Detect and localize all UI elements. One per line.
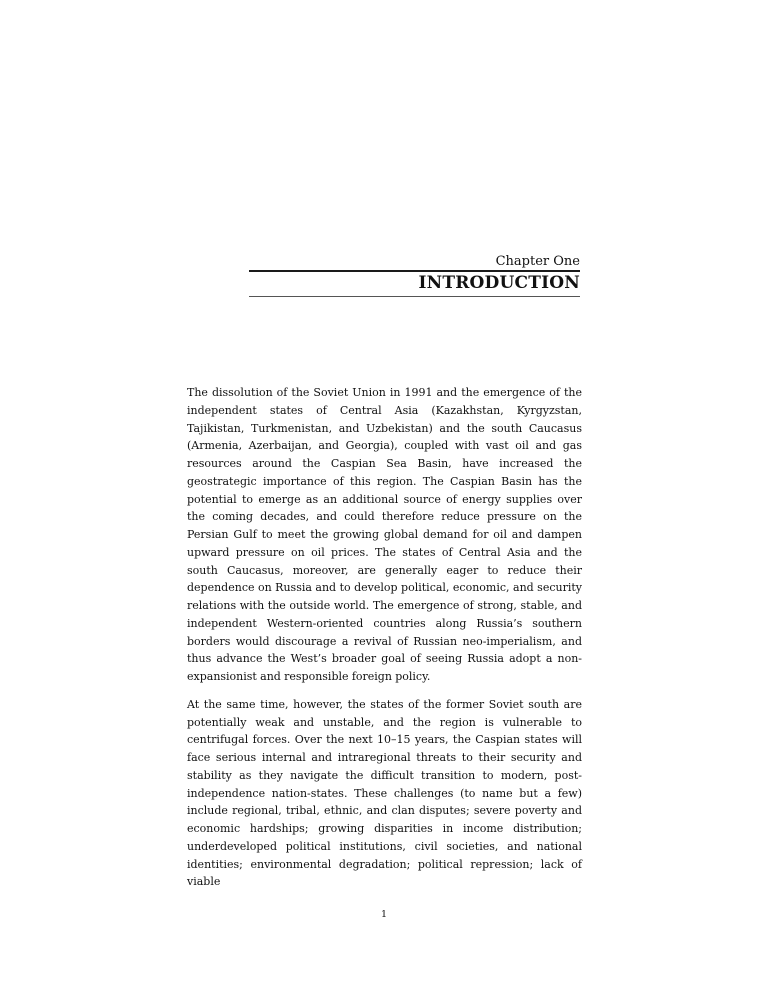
- chapter-title: INTRODUCTION: [418, 273, 580, 293]
- body-text: [187, 384, 582, 901]
- header-rule-thin: [249, 296, 580, 297]
- header-rule-thick: [249, 270, 580, 272]
- chapter-label: Chapter One: [495, 254, 580, 269]
- paragraph-2: At the same time, however, the states of the former Soviet south are potentially weak and unstable, and the region is vulnerable to centrifugal forces. Over the next 10–15 years, the Caspian states will face serious internal and intraregional threats to their security and stability as they navigate the difficult transition to modern, post-independence nation-states. These challenges (to name but a few) include regional, tribal, ethnic, and clan disputes; severe poverty and economic hardships; growing disparities in income distribution; underdeveloped political institutions, civil societies, and national identities; environmental degradation; political repression; lack of viable: [187, 697, 582, 889]
- page-number: 1: [380, 909, 388, 920]
- paragraph-1: The dissolution of the Soviet Union in 1991 and the emergence of the independent states of Central Asia (Kazakhstan, Kyrgyzstan, Tajikistan, Turkmenistan, and Uzbekistan) and the south Caucasus (Armenia, Azerbaijan, and Georgia), coupled with vast oil and gas resources around the Caspian Sea Basin, have increased the geostrategic importance of this region. The Caspian Basin has the potential to emerge as an additional source of energy supplies over the coming decades, and could therefore reduce pressure on the Persian Gulf to meet the growing global demand for oil and dampen upward pressure on oil prices. The states of Central Asia and the south Caucasus, moreover, are generally eager to reduce their dependence on Russia and to develop political, economic, and security relations with the outside world. The emergence of strong, stable, and independent Western-oriented countries along Russia’s southern borders would discourage a revival of Russian neo-imperialism, and thus advance the West’s broader goal of seeing Russia adopt a non-expansionist and responsible foreign policy.: [187, 386, 582, 683]
